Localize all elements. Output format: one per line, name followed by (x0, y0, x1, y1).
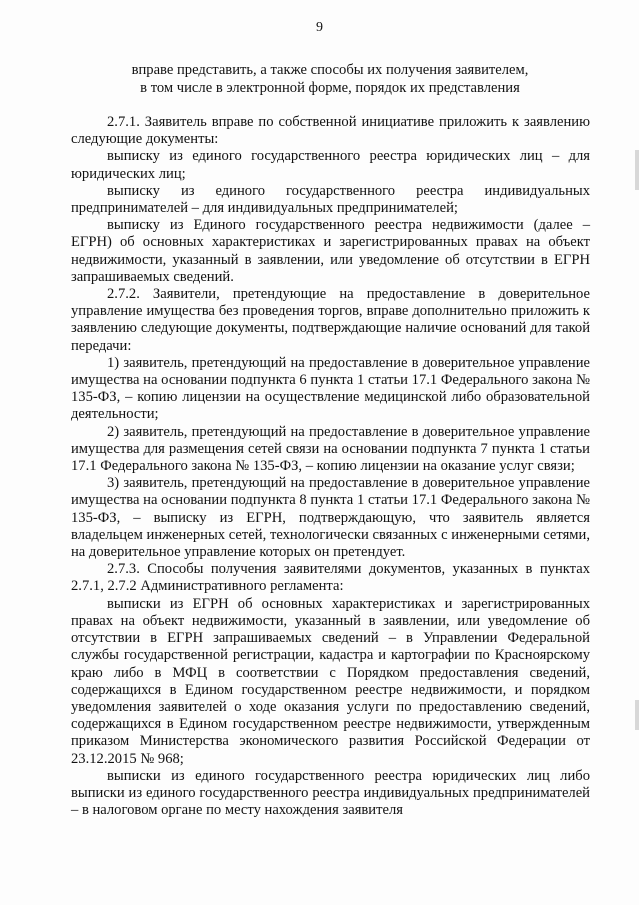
paragraph-item: 2) заявитель, претендующий на предоставление в доверительное управление имущества для размещения сетей связи на основании подпункта 7 пункта 1 статьи 17.1 Федерального закона № 135-ФЗ, – копию лицензии на оказание услуг связи; (71, 423, 590, 475)
paragraph-item: выписку из единого государственного реестра юридических лиц – для юридических лиц; (71, 148, 590, 182)
heading-line: в том числе в электронной форме, порядок их представления (140, 79, 520, 96)
section-heading (70, 62, 590, 97)
scan-edge-mark (635, 150, 639, 190)
paragraph-item: 1) заявитель, претендующий на предоставление в доверительное управление имущества на основании подпункта 6 пункта 1 статьи 17.1 Федерального закона № 135-ФЗ, – копию лицензии на осуществление медицинской либо образовательной деятельности; (71, 354, 590, 423)
paragraph-item: 3) заявитель, претендующий на предоставление в доверительное управление имущества на основании подпункта 8 пункта 1 статьи 17.1 Федерального закона № 135-ФЗ, – выписку из ЕГРН, подтверждающую, что заявитель является владельцем инженерных сетей, технологически связанных с инженерными сетями, на доверительное управление которых он претендует. (71, 475, 590, 561)
paragraph-2-7-1: 2.7.1. Заявитель вправе по собственной инициативе приложить к заявлению следующие документы: (71, 114, 590, 148)
paragraph-item: выписки из ЕГРН об основных характеристиках и зарегистрированных правах на объект недвижимости, указанный в заявлении, или уведомление об отсутствии в ЕГРН запрашиваемых сведений – в Управлении Федеральной службы государственной регистрации, кадастра и картографии по Красноярскому краю либо в МФЦ в соответствии с Порядком предоставления сведений, содержащихся в Едином государственном реестре недвижимости, и порядком уведомления заявителей о ходе оказания услуги по предоставлению сведений, содержащихся в Едином государственном реестре недвижимости, утвержденным приказом Министерства экономического развития Российской Федерации от 23.12.2015 № 968; (71, 595, 590, 767)
body-text (71, 114, 590, 819)
paragraph-item: выписку из Единого государственного реестра недвижимости (далее – ЕГРН) об основных характеристиках и зарегистрированных правах на объект недвижимости, указанный в заявлении, или уведомление об отсутствии в ЕГРН запрашиваемых сведений. (71, 217, 590, 285)
page-number: 9 (316, 20, 323, 35)
scan-edge-mark (635, 700, 639, 730)
heading-line: вправе представить, а также способы их получения заявителем, (131, 62, 529, 78)
paragraph-item: выписки из единого государственного реестра юридических лиц либо выписки из единого государственного реестра индивидуальных предпринимателей – в налоговом органе по месту нахождения заявителя (71, 767, 590, 819)
paragraph-2-7-3: 2.7.3. Способы получения заявителями документов, указанных в пунктах 2.7.1, 2.7.2 Административного регламента: (71, 561, 590, 595)
paragraph-item: выписку из единого государственного реестра индивидуальных предпринимателей – для индивидуальных предпринимателей; (71, 182, 590, 217)
paragraph-2-7-2: 2.7.2. Заявители, претендующие на предоставление в доверительное управление имущества без проведения торгов, вправе дополнительно приложить к заявлению следующие документы, подтверждающие наличие оснований для такой передачи: (71, 286, 590, 354)
